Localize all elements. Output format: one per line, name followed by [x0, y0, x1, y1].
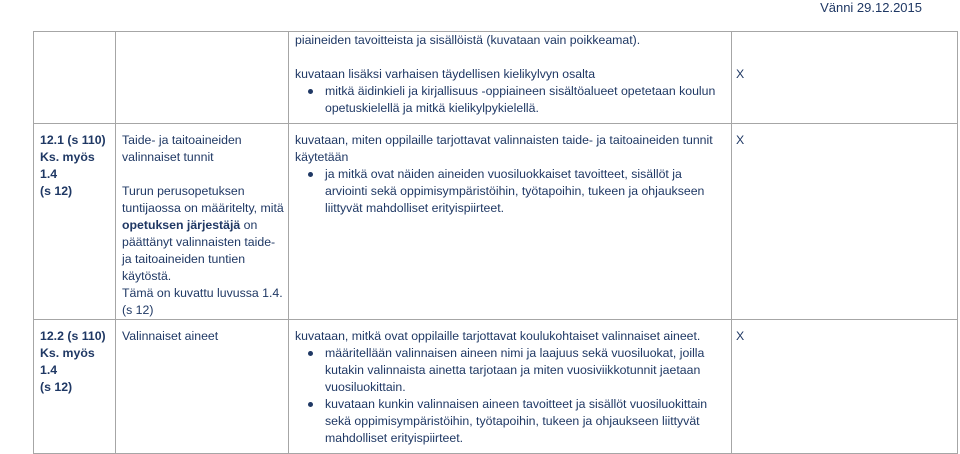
section-title: Valinnaiset aineet	[122, 329, 219, 343]
criteria-table	[33, 31, 958, 454]
mark-cell	[732, 124, 958, 320]
section-number-cell	[34, 320, 116, 454]
list-item: kuvataan kunkin valinnaisen aineen tavoitteet ja sisällöt vuosiluokittain sekä oppimisympäristöihin, työtapoihin, tukeen ja ohjaukseen liittyvät mahdolliset erityispiirteet.	[295, 396, 727, 447]
section-note-page: (s 12)	[122, 303, 154, 317]
section-title-cell	[116, 32, 289, 124]
emphasis-text: opetuksen järjestäjä	[122, 218, 241, 232]
description-intro: piaineiden tavoitteista ja sisällöistä (kuvataan vain poikkeamat).	[295, 33, 641, 47]
list-item: ja mitkä ovat näiden aineiden vuosiluokkaiset tavoitteet, sisällöt ja arviointi sekä oppimisympäristöihin, työtapoihin, tukeen ja ohjaukseen liittyvät mahdolliset erityispiirteet.	[295, 166, 727, 217]
table-row	[34, 32, 958, 124]
section-number: 12.2 (s 110)	[40, 329, 106, 343]
section-title-cell	[116, 124, 289, 320]
mark-cell	[732, 320, 958, 454]
description-cell	[289, 32, 732, 124]
list-item: mitkä äidinkieli ja kirjallisuus -oppiaineen sisältöalueet opetetaan koulun opetuskielellä ja mitkä kielikylpykielellä.	[295, 83, 727, 117]
section-title: Taide- ja taitoaineiden valinnaiset tunnit	[122, 133, 242, 164]
list-item: määritellään valinnaisen aineen nimi ja laajuus sekä vuosiluokat, joilla kutakin valinnaista ainetta tarjotaan ja miten vuosiviikkotunnit jaetaan vuosiluokittain.	[295, 345, 727, 396]
section-number: 12.1 (s 110)	[40, 133, 106, 147]
page-reference: (s 12)	[40, 184, 73, 198]
description-bullets	[295, 83, 727, 117]
section-note-reference: Tämä on kuvattu luvussa 1.4.	[122, 286, 283, 300]
check-mark: X	[736, 329, 745, 343]
description-lead: kuvataan lisäksi varhaisen täydellisen kielikylvyn osalta	[295, 67, 596, 81]
description-cell	[289, 320, 732, 454]
description-lead: kuvataan, miten oppilaille tarjottavat valinnaisten taide- ja taitoaineiden tunnit käytetään	[295, 133, 713, 164]
description-cell	[289, 124, 732, 320]
description-bullets	[295, 345, 727, 447]
check-mark: X	[736, 133, 745, 147]
table-row	[34, 320, 958, 454]
table-row	[34, 124, 958, 320]
mark-cell	[732, 32, 958, 124]
section-number-cell	[34, 124, 116, 320]
section-number-cell	[34, 32, 116, 124]
document-header: Vänni 29.12.2015	[820, 0, 922, 15]
description-lead: kuvataan, mitkä ovat oppilaille tarjottavat koulukohtaiset valinnaiset aineet.	[295, 329, 701, 343]
see-also-reference: Ks. myös 1.4	[40, 346, 95, 377]
page-reference: (s 12)	[40, 380, 73, 394]
section-note: Turun perusopetuksen tuntijaossa on määritelty, mitä opetuksen järjestäjä on päättänyt valinnaisten taide- ja taitoaineiden tuntien käytöstä.	[122, 184, 284, 283]
section-title-cell	[116, 320, 289, 454]
check-mark: X	[736, 67, 745, 81]
see-also-reference: Ks. myös 1.4	[40, 150, 95, 181]
description-bullets	[295, 166, 727, 217]
